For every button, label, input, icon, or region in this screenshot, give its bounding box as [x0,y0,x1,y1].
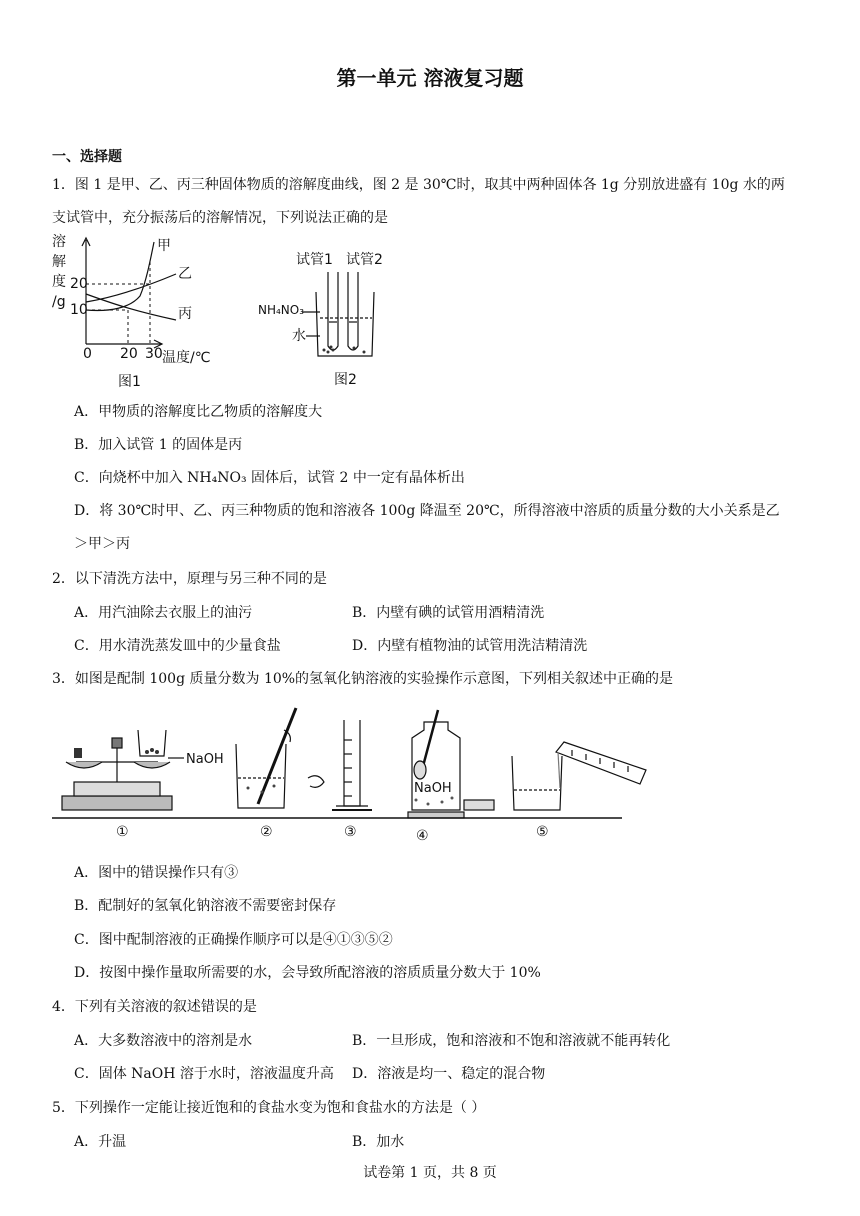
fig1-ytick-20: 20 [70,276,88,292]
fig1-ylabel-2: 解 [52,254,66,270]
section-heading: 一、选择题 [52,149,122,165]
q4-option-c[interactable]: C．固体 NaOH 溶于水时，溶液温度升高 [74,1066,334,1082]
page-title: 第一单元 溶液复习题 [336,66,524,90]
q1-stem-line1: 1．图 1 是甲、乙、丙三种固体物质的溶解度曲线，图 2 是 30℃时，取其中两种固体各 1g 分别放进盛有 10g 水的两 [52,177,785,193]
tube1-label: 试管1 [296,252,333,268]
fig2-caption: 图2 [334,372,357,388]
page-footer: 试卷第 1 页，共 8 页 [363,1165,497,1181]
solubility-curve-figure [50,232,230,392]
fig1-xtick-0: 0 [83,346,92,362]
measure-step [332,720,372,810]
fig1-ylabel-3: 度 [52,274,66,290]
step-label-3: ③ [344,824,357,840]
q3-option-b[interactable]: B．配制好的氢氧化钠溶液不需要密封保存 [74,898,337,914]
q2-option-c[interactable]: C．用水清洗蒸发皿中的少量食盐 [74,638,281,654]
beaker [316,292,374,356]
q1-option-d-cont: ＞甲＞丙 [74,536,130,552]
curve-bing [86,294,176,320]
curve-label-bing: 丙 [178,306,192,322]
q2-option-a[interactable]: A．用汽油除去衣服上的油污 [74,605,253,621]
q1-option-c[interactable]: C．向烧杯中加入 NH₄NO₃ 固体后，试管 2 中一定有晶体析出 [74,470,465,486]
reagent-label: NH₄NO₃ [258,303,305,317]
q5-option-b[interactable]: B．加水 [352,1134,405,1150]
fig1-ytick-10: 10 [70,302,88,318]
test-tube-figure [256,246,396,391]
q2-option-d[interactable]: D．内壁有植物油的试管用洗洁精清洗 [352,638,588,654]
q1-option-d[interactable]: D．将 30℃时甲、乙、丙三种物质的饱和溶液各 100g 降温至 20℃，所得溶液中溶质的质量分数的大小关系是乙 [74,503,780,519]
q2-option-b[interactable]: B．内壁有碘的试管用酒精清洗 [352,605,545,621]
fig1-ylabel-4: /g [52,294,66,310]
q4-option-b[interactable]: B．一旦形成，饱和溶液和不饱和溶液就不能再转化 [352,1033,671,1049]
step-label-2: ② [260,824,273,840]
q4-option-d[interactable]: D．溶液是均一、稳定的混合物 [352,1066,546,1082]
q5-option-a[interactable]: A．升温 [74,1134,127,1150]
fig1-ylabel-1: 溶 [52,234,66,250]
fig1-xtick-20: 20 [120,346,138,362]
test-tube-2 [348,272,358,350]
step-label-1: ① [116,824,129,840]
balance-step [62,730,184,810]
q5-stem: 5．下列操作一定能让接近饱和的食盐水变为饱和食盐水的方法是（ ） [52,1100,486,1116]
naoh-label-bottle: NaOH [414,781,452,796]
curve-label-yi: 乙 [178,266,192,282]
q3-option-d[interactable]: D．按图中操作量取所需要的水，会导致所配溶液的溶质质量分数大于 10% [74,965,541,981]
tube2-label: 试管2 [346,252,383,268]
fig1-xtick-30: 30 [145,346,163,362]
q3-option-c[interactable]: C．图中配制溶液的正确操作顺序可以是④①③⑤② [74,932,393,948]
curve-yi [86,274,176,302]
weigh-solid-step [408,710,494,818]
curve-label-jia: 甲 [157,238,171,254]
fig1-xlabel: 温度/℃ [162,350,211,366]
q2-stem: 2．以下清洗方法中，原理与另三种不同的是 [52,571,327,587]
q1-stem-line2: 支试管中，充分振荡后的溶解情况，下列说法正确的是 [52,210,388,226]
fig1-caption: 图1 [118,374,141,390]
step-label-4: ④ [416,828,429,844]
q3-option-a[interactable]: A．图中的错误操作只有③ [74,865,239,881]
experiment-steps-figure [52,700,662,850]
pour-water-step [512,742,646,810]
q3-stem: 3．如图是配制 100g 质量分数为 10%的氢氧化钠溶液的实验操作示意图，下列相关叙述中正确的是 [52,671,674,687]
dissolve-step [236,708,324,808]
q1-option-b[interactable]: B．加入试管 1 的固体是丙 [74,437,243,453]
q1-option-a[interactable]: A．甲物质的溶解度比乙物质的溶解度大 [74,404,323,420]
q4-option-a[interactable]: A．大多数溶液中的溶剂是水 [74,1033,253,1049]
q4-stem: 4．下列有关溶液的叙述错误的是 [52,999,257,1015]
step-label-5: ⑤ [536,824,549,840]
naoh-label-balance: NaOH [186,752,224,767]
test-tube-1 [328,272,338,350]
water-label: 水 [292,328,306,344]
